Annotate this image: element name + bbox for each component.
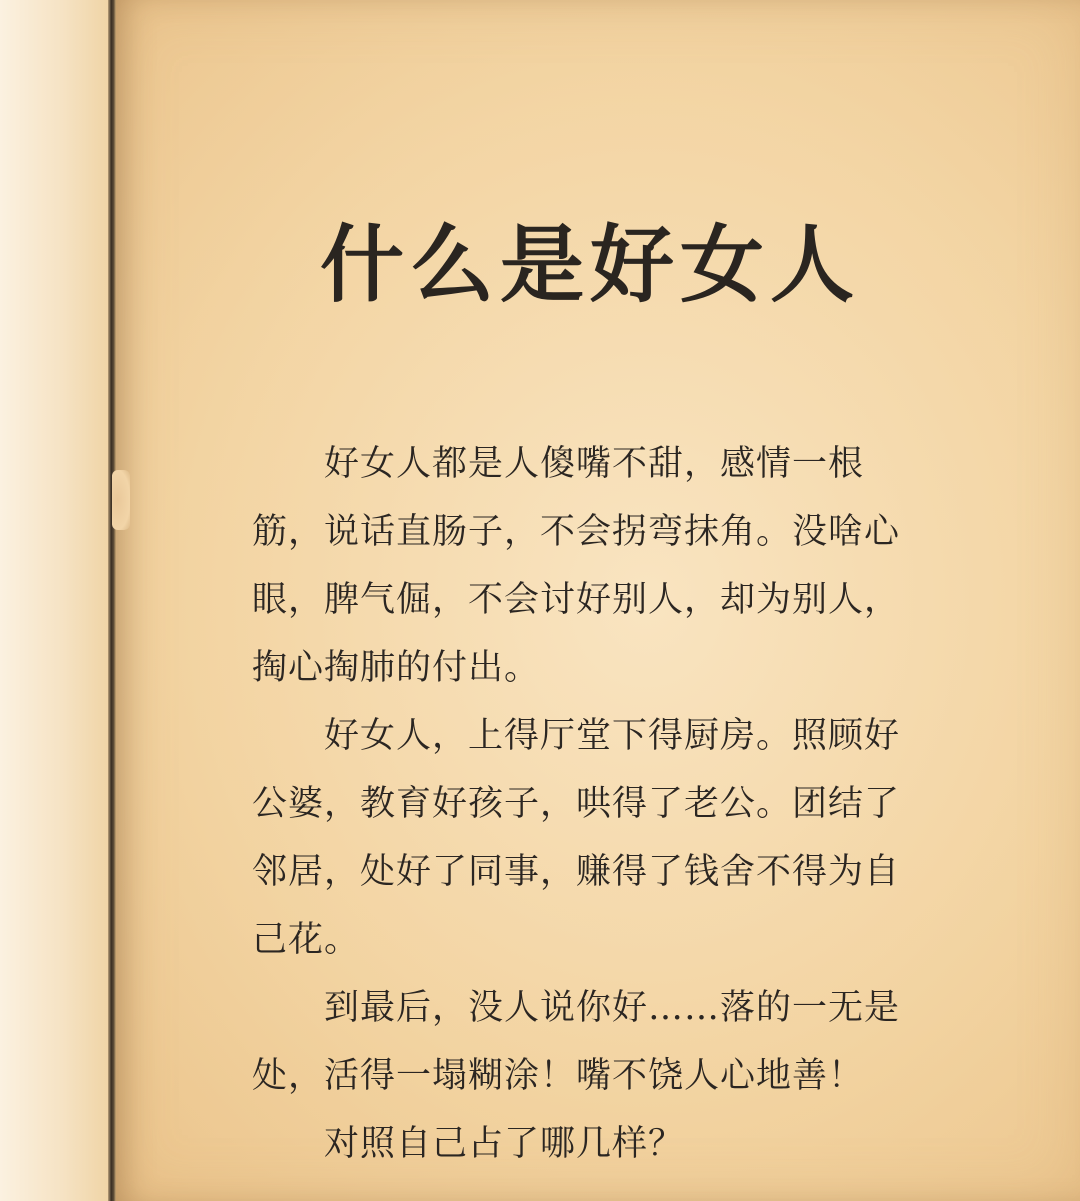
body-line: 对照自己占了哪几样？ [324,1124,685,1164]
body-line: 好女人都是人傻嘴不甜，感情一根 [324,444,865,484]
body-line: 处，活得一塌糊涂！嘴不饶人心地善！ [252,1056,865,1096]
left-page-edge [0,0,112,1201]
article-title: 什么是好女人 [319,215,860,314]
article-body [252,430,912,1178]
page-tear-mark [112,470,130,530]
body-line: 到最后，没人说你好……落的一无是 [324,988,901,1028]
body-line: 公婆，教育好孩子，哄得了老公。团结了 [252,784,901,824]
body-line: 己花。 [252,920,361,960]
book-spine [108,0,116,1201]
body-line: 好女人，上得厅堂下得厨房。照顾好 [324,716,901,756]
body-line: 眼，脾气倔，不会讨好别人，却为别人， [252,580,901,620]
body-line: 掏心掏肺的付出。 [252,648,541,688]
body-line: 筋，说话直肠子，不会拐弯抹角。没啥心 [252,512,901,552]
body-line: 邻居，处好了同事，赚得了钱舍不得为自 [252,852,901,892]
